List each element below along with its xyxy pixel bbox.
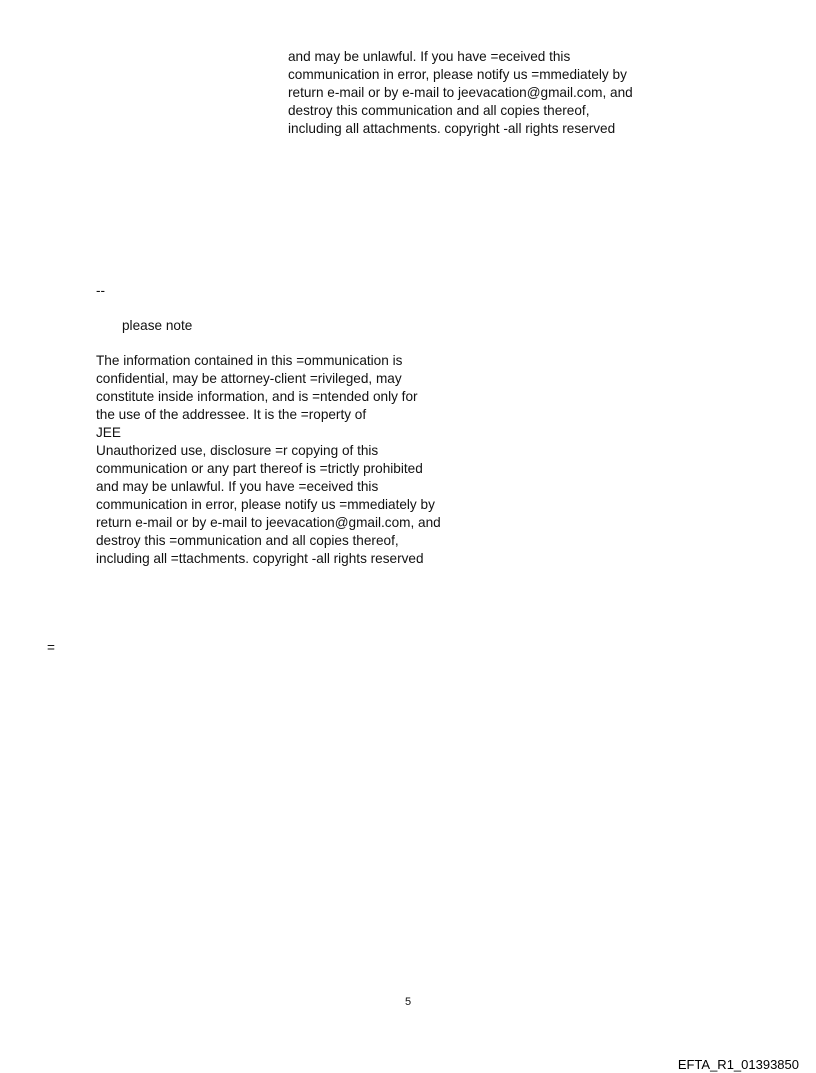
- disclaimer-line: return e-mail or by e-mail to jeevacation@gmail.com, and: [96, 515, 441, 530]
- disclaimer-line: JEE: [96, 425, 121, 440]
- please-note-heading: please note: [122, 318, 193, 333]
- disclaimer-line: destroy this =ommunication and all copies thereof,: [96, 533, 399, 548]
- disclaimer-block-bottom: [96, 352, 441, 568]
- disclaimer-line: communication or any part thereof is =trictly prohibited: [96, 461, 423, 476]
- disclaimer-line: Unauthorized use, disclosure =r copying of this: [96, 443, 379, 458]
- disclaimer-line: return e-mail or by e-mail to jeevacation@gmail.com, and: [288, 85, 633, 100]
- document-id: EFTA_R1_01393850: [677, 1057, 799, 1072]
- disclaimer-line: including all attachments. copyright -all rights reserved: [288, 121, 616, 136]
- disclaimer-line: The information contained in this =ommunication is: [96, 353, 403, 368]
- disclaimer-line: constitute inside information, and is =ntended only for: [96, 389, 418, 404]
- page-number: 5: [404, 996, 412, 1008]
- disclaimer-line: confidential, may be attorney-client =rivileged, may: [96, 371, 402, 386]
- disclaimer-line: destroy this communication and all copies thereof,: [288, 103, 590, 118]
- disclaimer-line: and may be unlawful. If you have =eceived this: [288, 49, 571, 64]
- equals-mark: =: [47, 640, 55, 655]
- signature-separator: --: [96, 283, 106, 298]
- disclaimer-line: communication in error, please notify us =mmediately by: [96, 497, 435, 512]
- disclaimer-line: the use of the addressee. It is the =roperty of: [96, 407, 367, 422]
- disclaimer-line: and may be unlawful. If you have =eceived this: [96, 479, 379, 494]
- disclaimer-line: communication in error, please notify us =mmediately by: [288, 67, 627, 82]
- disclaimer-line: including all =ttachments. copyright -all rights reserved: [96, 551, 424, 566]
- disclaimer-block-top: [288, 48, 633, 138]
